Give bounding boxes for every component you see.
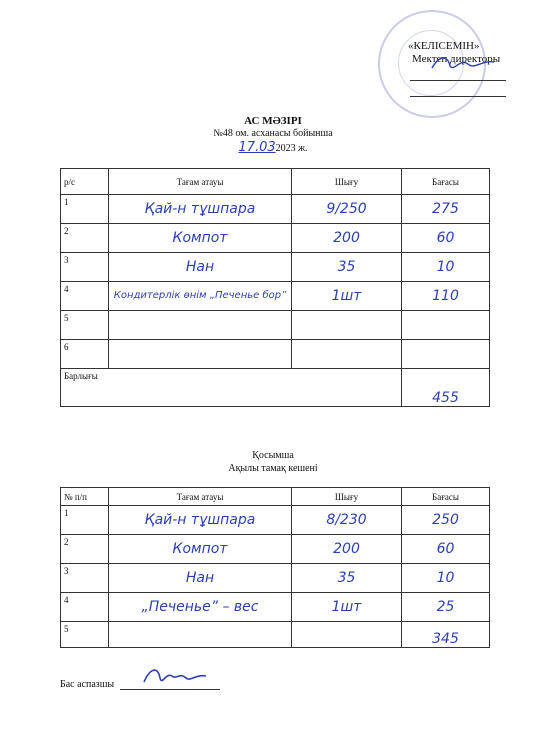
dish-price <box>402 311 490 340</box>
column-header-price: Бағасы <box>402 169 490 195</box>
dish-output <box>292 311 402 340</box>
column-header-number: р/с <box>61 169 109 195</box>
paid-menu-table-header <box>61 488 490 506</box>
table-row <box>61 593 490 622</box>
approval-role: Мектеп директоры <box>412 53 501 65</box>
dish-output: 1шт <box>292 282 402 311</box>
column-header-number: № п/п <box>61 488 109 506</box>
row-number: 3 <box>61 564 109 593</box>
table-row <box>61 622 490 648</box>
total-value: 455 <box>402 369 490 407</box>
approval-label: «КЕЛІСЕМІН» <box>408 40 480 52</box>
dish-price: 250 <box>402 506 490 535</box>
row-number: 4 <box>61 593 109 622</box>
column-header-output: Шығу <box>292 488 402 506</box>
dish-output: 200 <box>292 224 402 253</box>
dish-price: 25 <box>402 593 490 622</box>
table-row <box>61 195 490 224</box>
dish-name <box>109 340 292 369</box>
dish-name: Компот <box>109 535 292 564</box>
dish-price: 10 <box>402 253 490 282</box>
dish-name: Нан <box>109 564 292 593</box>
column-header-price: Бағасы <box>402 488 490 506</box>
dish-price: 275 <box>402 195 490 224</box>
dish-price: 60 <box>402 224 490 253</box>
table-row <box>61 311 490 340</box>
table-row <box>61 224 490 253</box>
dish-output: 8/230 <box>292 506 402 535</box>
menu-date <box>0 140 546 155</box>
dish-price: 60 <box>402 535 490 564</box>
column-header-dish: Тағам атауы <box>109 488 292 506</box>
paid-menu-table <box>60 487 490 648</box>
menu-table-header <box>61 169 490 195</box>
table-row <box>61 564 490 593</box>
dish-name <box>109 622 292 648</box>
head-cook-signature <box>140 664 210 690</box>
dish-name: Компот <box>109 224 292 253</box>
dish-output: 9/250 <box>292 195 402 224</box>
total-row <box>61 369 490 407</box>
dish-output <box>292 340 402 369</box>
dish-price: 345 <box>402 622 490 648</box>
table-row <box>61 253 490 282</box>
dish-name: Қай-н тұшпара <box>109 506 292 535</box>
dish-name: Қай-н тұшпара <box>109 195 292 224</box>
menu-date-year: 2023 ж. <box>275 143 308 154</box>
approval-date-line <box>410 96 506 97</box>
dish-price: 10 <box>402 564 490 593</box>
menu-table <box>60 168 490 407</box>
row-number: 5 <box>61 622 109 648</box>
dish-output: 35 <box>292 253 402 282</box>
menu-date-handwritten: 17.03 <box>238 140 276 155</box>
dish-output: 200 <box>292 535 402 564</box>
row-number: 1 <box>61 506 109 535</box>
table-row <box>61 506 490 535</box>
dish-name: „Печенье” – вес <box>109 593 292 622</box>
row-number: 4 <box>61 282 109 311</box>
row-number: 1 <box>61 195 109 224</box>
dish-name: Кондитерлік өнім „Печенье бор” <box>109 282 292 311</box>
row-number: 2 <box>61 535 109 564</box>
director-signature <box>428 52 498 76</box>
row-number: 6 <box>61 340 109 369</box>
section-title: Қосымша <box>252 450 294 461</box>
table-row <box>61 535 490 564</box>
row-number: 2 <box>61 224 109 253</box>
column-header-output: Шығу <box>292 169 402 195</box>
page-subtitle: №48 ом. асханасы бойынша <box>213 128 333 139</box>
section-subtitle: Ақылы тамақ кешені <box>228 463 318 474</box>
dish-price <box>402 340 490 369</box>
row-number: 5 <box>61 311 109 340</box>
approval-signature-line <box>410 80 506 81</box>
column-header-dish: Тағам атауы <box>109 169 292 195</box>
dish-output <box>292 622 402 648</box>
dish-output: 1шт <box>292 593 402 622</box>
table-row <box>61 340 490 369</box>
dish-output: 35 <box>292 564 402 593</box>
row-number: 3 <box>61 253 109 282</box>
dish-price: 110 <box>402 282 490 311</box>
dish-name: Нан <box>109 253 292 282</box>
total-label: Барлығы <box>61 369 402 407</box>
head-cook-label: Бас аспазшы <box>60 679 115 690</box>
dish-name <box>109 311 292 340</box>
page-title: АС МӘЗІРІ <box>244 115 302 127</box>
table-row <box>61 282 490 311</box>
